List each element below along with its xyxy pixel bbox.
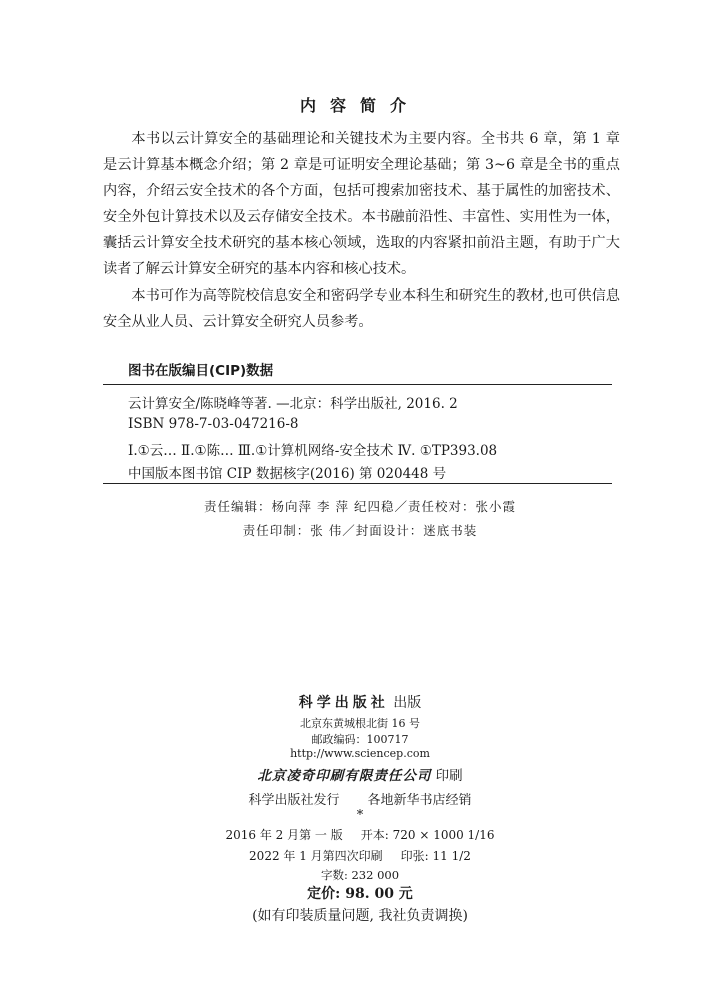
separator-star: * bbox=[356, 808, 364, 823]
publisher-logo-text: 科学出版社 bbox=[298, 695, 389, 711]
book-format: 开本: 720 × 1000 1/16 bbox=[360, 828, 495, 842]
publisher-website: http://www.sciencep.com bbox=[290, 747, 430, 760]
price-line bbox=[0, 883, 720, 903]
publisher-address: 北京东黄城根北街 16 号 bbox=[300, 717, 420, 730]
cip-line-record-number: 中国版本图书馆 CIP 数据核字(2016) 第 020448 号 bbox=[128, 466, 447, 482]
printer-name: 北京凌奇印刷有限责任公司 bbox=[257, 768, 432, 784]
staff-print-cover-line: 责任印制：张 伟／封面设计：迷底书装 bbox=[242, 523, 478, 538]
edition: 2016 年 2 月第 一 版 bbox=[225, 828, 343, 842]
cip-bottom-divider bbox=[103, 483, 612, 484]
publisher-postcode: 邮政编码：100717 bbox=[311, 733, 409, 746]
price-label: 定价: bbox=[307, 886, 341, 902]
cip-line-citation: 云计算安全/陈晓峰等著. —北京：科学出版社, 2016. 2 bbox=[128, 396, 458, 412]
word-count: 字数: 232 000 bbox=[320, 868, 400, 882]
cip-top-divider bbox=[103, 384, 612, 385]
cip-line-isbn: ISBN 978-7-03-047216-8 bbox=[128, 416, 299, 432]
summary-title: 内容简介 bbox=[299, 96, 420, 115]
printing: 2022 年 1 月第四次印刷 bbox=[249, 849, 383, 863]
staff-editors-line: 责任编辑：杨向萍 李 萍 纪四稳／责任校对：张小霞 bbox=[204, 499, 516, 514]
distributor: 各地新华书店经销 bbox=[367, 793, 472, 808]
summary-paragraph-1: 本书以云计算安全的基础理论和关键技术为主要内容。全书共 6 章，第 1 章是云计算基本概念介绍；第 2 章是可证明安全理论基础；第 3~6 章是全书的重点内容，介绍云安全技术的各个方面，包括可搜索加密技术、基于属性的加密技术、安全外包计算技术以及云存储安全技术。本书融前沿性、丰富性、实用性为一体，囊括云计算安全技术研究的基本核心领域，选取的内容紧扣前沿主题，有助于广大读者了解云计算安全研究的基本内容和核心技术。 bbox=[103, 131, 620, 277]
printing-line bbox=[0, 847, 720, 864]
return-policy-note: (如有印装质量问题, 我社负责调换) bbox=[252, 908, 468, 924]
printer-line bbox=[0, 764, 720, 784]
edition-line bbox=[0, 826, 720, 843]
publisher-suffix: 出版 bbox=[393, 695, 422, 711]
distribution-line bbox=[0, 789, 720, 808]
printer-suffix: 印刷 bbox=[435, 768, 463, 784]
price-value: 98. 00 元 bbox=[345, 886, 413, 902]
issuer: 科学出版社发行 bbox=[248, 793, 340, 808]
cip-line-classification: Ⅰ.①云… Ⅱ.①陈… Ⅲ.①计算机网络-安全技术 Ⅳ. ①TP393.08 bbox=[128, 443, 498, 459]
publisher-line bbox=[0, 692, 720, 712]
summary-paragraph-2: 本书可作为高等院校信息安全和密码学专业本科生和研究生的教材,也可供信息安全从业人员、云计算安全研究人员参考。 bbox=[103, 288, 620, 330]
print-sheets: 印张: 11 1/2 bbox=[400, 849, 471, 863]
cip-heading: 图书在版编目(CIP)数据 bbox=[128, 363, 274, 379]
